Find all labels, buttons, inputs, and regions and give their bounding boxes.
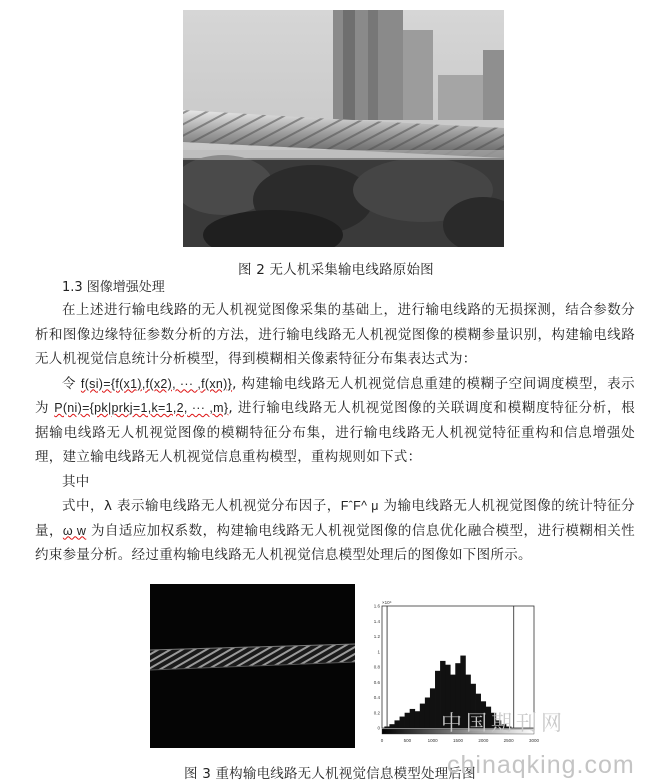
reconstructed-line-image bbox=[150, 584, 355, 748]
paragraph-3: 其中 bbox=[62, 473, 90, 490]
x-tick-label: 1500 bbox=[452, 738, 464, 743]
paragraph-4 bbox=[35, 494, 635, 568]
y-tick-label: 0.2 bbox=[373, 710, 380, 716]
histogram-bar bbox=[405, 713, 410, 728]
p2-suffix: , 进行输电线路无人机视觉图像的关联调度和模糊度特征分析，根据输电线路无人机视觉图像的模糊特征分布集，进行输电线路无人机视觉特征重构和信息增强处理，建立输电线路无人机视觉信息重构模型，重构规则如下式： bbox=[35, 400, 635, 465]
histogram-bar bbox=[415, 711, 420, 728]
y-tick-label: 0.8 bbox=[373, 664, 380, 670]
histogram-bar bbox=[394, 720, 399, 728]
histogram-bar bbox=[400, 717, 405, 728]
p2-middle: , 构建输电线路无人机视觉信息重建的模糊子空间调度模型，表示为 bbox=[35, 375, 635, 416]
x-tick-label: 500 bbox=[403, 738, 412, 743]
y-tick-label: 1 bbox=[377, 649, 380, 655]
formula-p-ni: P(ni)={pk|prkj=1,k=1,2, ··· ,m} bbox=[54, 401, 229, 415]
y-tick-label: 0 bbox=[377, 725, 380, 731]
x-tick-label: 0 bbox=[380, 738, 384, 743]
histogram-bar bbox=[410, 709, 415, 728]
x-tick-label: 2500 bbox=[503, 738, 514, 743]
transmission-line-photo-graphic bbox=[183, 10, 504, 247]
section-heading: 1.3 图像增强处理 bbox=[62, 280, 165, 295]
formula-f-mu: FˆF^ μ bbox=[340, 499, 379, 513]
x-tick-label: 1000 bbox=[427, 738, 438, 743]
body-text bbox=[35, 298, 635, 568]
formula-f-si: f(si)={f(x1),f(x2), ··· ,f(xn)} bbox=[80, 376, 233, 391]
reconstructed-line-graphic bbox=[150, 584, 355, 748]
p2-prefix: 令 bbox=[62, 375, 81, 392]
p4-suffix: 为自适应加权系数，构建输电线路无人机视觉图像的信息优化融合模型，进行模糊相关性约束参量分析。经过重构输电线路无人机视觉信息模型处理后的图像如下图所示。 bbox=[35, 522, 635, 563]
p4-prefix: 式中，λ 表示输电线路无人机视觉分布因子， bbox=[62, 498, 341, 514]
figure-2-caption: 图 2 无人机采集输电线路原始图 bbox=[238, 262, 434, 278]
y-tick-label: 1.6 bbox=[373, 603, 380, 609]
watermark-cn: 中国期刊网 bbox=[441, 711, 566, 735]
histogram-bar bbox=[425, 698, 430, 729]
histogram-bar bbox=[389, 724, 394, 728]
histogram-bar bbox=[430, 688, 435, 728]
y-tick-label: 0.6 bbox=[373, 679, 380, 685]
x-tick-label: 2000 bbox=[478, 738, 489, 743]
y-tick-label: 1.2 bbox=[373, 634, 380, 639]
formula-omega-w: ω w bbox=[62, 523, 87, 538]
paragraph-1: 在上述进行输电线路的无人机视觉图像采集的基础上，进行输电线路的无损探测，结合参数分析和图像边缘特征参数分析的方法，进行输电线路无人机视觉图像的模糊参量识别，构建输电线路无人机视觉信息统计分析模型，得到模糊相关像素特征分布集表达式为： bbox=[35, 302, 635, 367]
y-multiplier-label: ×10⁴ bbox=[382, 600, 392, 605]
p4-middle: 为输电线路无人机视觉图像的统计特征分量， bbox=[35, 498, 635, 539]
y-tick-label: 0.4 bbox=[373, 695, 380, 700]
paragraph-2 bbox=[35, 372, 635, 470]
histogram-bar bbox=[420, 704, 425, 728]
x-tick-label: 3000 bbox=[528, 738, 540, 743]
y-tick-label: 1.4 bbox=[373, 618, 380, 624]
watermark-url: chinaqking.com bbox=[447, 751, 635, 779]
transmission-line-photo bbox=[183, 10, 504, 247]
figure-3-caption: 图 3 重构输电线路无人机视觉信息模型处理后图 bbox=[184, 766, 476, 782]
histogram-bar bbox=[435, 671, 440, 728]
